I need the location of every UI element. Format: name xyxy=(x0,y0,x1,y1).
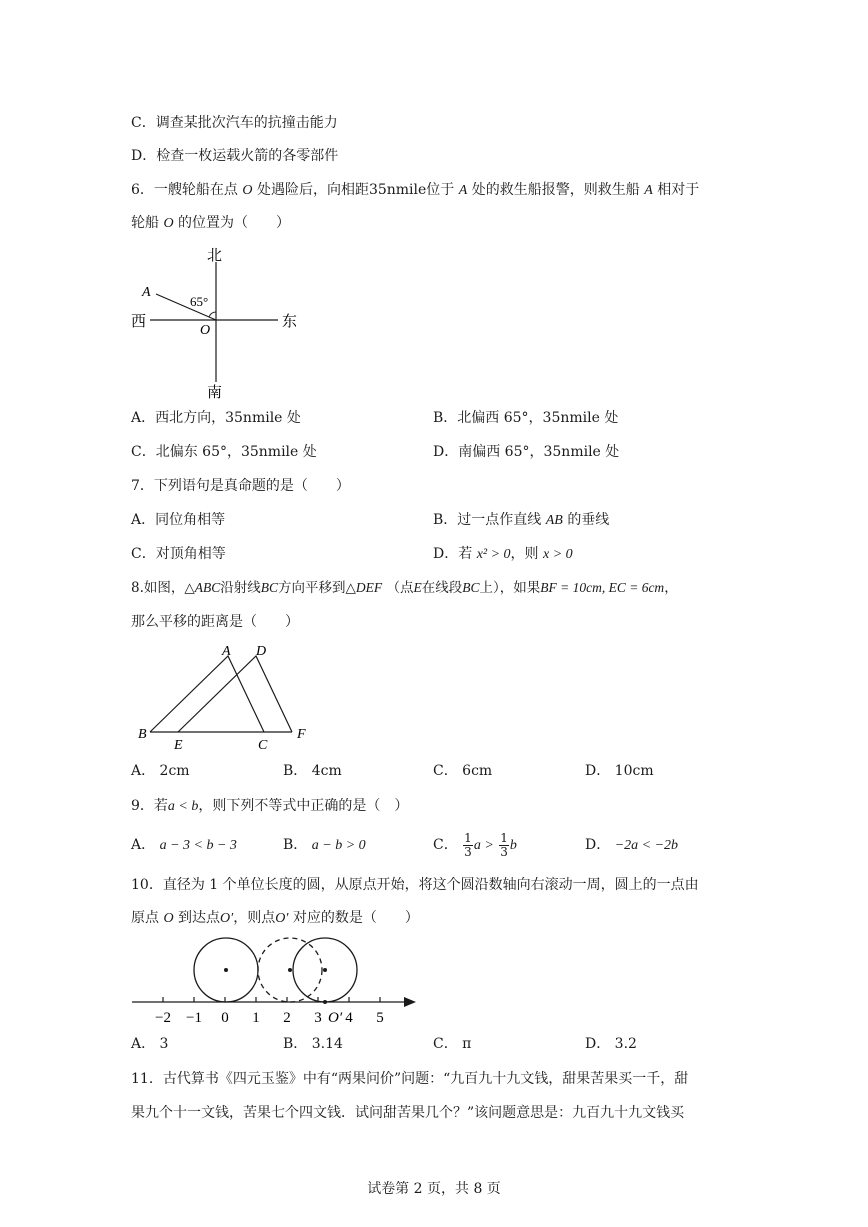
q9-option-c: C． $\frac{1}{3}$ a > $\frac{1}{3}$ b xyxy=(433,830,517,859)
q10-option-a: A． 3 xyxy=(131,1036,169,1052)
page-footer: 试卷第 2 页，共 8 页 xyxy=(367,1181,501,1197)
q9-option-b: B． a − b > 0 xyxy=(283,837,366,853)
q11-stem-line2: 果九个十一文钱，苦果七个四文钱．试问甜苦果几个？”该问题意思是：九百九十九文钱买 xyxy=(131,1105,685,1121)
q9-option-a: A． a − 3 < b − 3 xyxy=(131,837,237,853)
west-label: 西 xyxy=(131,314,147,330)
fraction-one-third: $\frac{1}{3}$ xyxy=(500,830,508,859)
point-c: C xyxy=(258,738,268,753)
q10-option-d: D． 3.2 xyxy=(585,1036,637,1052)
fraction-one-third: $\frac{1}{3}$ xyxy=(464,830,472,859)
q6-compass-figure xyxy=(128,240,308,400)
q7-option-a: A．同位角相等 xyxy=(131,512,226,528)
q6-stem-line2: 轮船 O 的位置为（ ） xyxy=(131,215,291,231)
south-label: 南 xyxy=(207,385,223,400)
o-prime-label: O′ xyxy=(328,1010,343,1026)
q7-option-d: D．若 x² > 0，则 x > 0 xyxy=(433,546,573,562)
q5-option-d: D．检查一枚运载火箭的各零部件 xyxy=(131,148,339,164)
q5-option-c: C．调查某批次汽车的抗撞击能力 xyxy=(131,115,338,131)
q7-stem: 7．下列语句是真命题的是（ ） xyxy=(131,478,350,494)
q8-stem: 8.如图，△ABC沿射线BC方向平移到△DEF （点E在线段BC上），如果BF = 10cm, EC = 6cm， xyxy=(131,580,678,596)
point-f: F xyxy=(297,727,306,742)
axis-tick-label: 3 xyxy=(314,1010,322,1026)
axis-tick-label: 5 xyxy=(376,1010,384,1026)
q8-option-b: B． 4cm xyxy=(283,763,342,779)
q6-option-a: A．西北方向，35nmile 处 xyxy=(131,410,301,426)
point-o-label: O xyxy=(200,323,211,338)
q8-triangle-figure xyxy=(130,638,320,756)
point-e: E xyxy=(174,738,183,753)
q9-option-d: D． −2a < −2b xyxy=(585,837,679,853)
q8-option-a: A． 2cm xyxy=(131,763,190,779)
q6-option-c: C．北偏东 65°，35nmile 处 xyxy=(131,444,317,460)
axis-tick-label: 1 xyxy=(252,1010,260,1026)
point-a-label: A xyxy=(142,285,151,300)
axis-tick-label: −1 xyxy=(186,1010,202,1026)
axis-tick-label: 4 xyxy=(345,1010,353,1026)
q10-stem-line2: 原点 O 到达点O′，则点O′ 对应的数是（ ） xyxy=(131,910,419,926)
q8-stem-line2: 那么平移的距离是（ ） xyxy=(131,614,299,630)
q8-option-c: C． 6cm xyxy=(433,763,493,779)
point-b: B xyxy=(138,727,147,742)
point-a: A xyxy=(222,644,231,659)
axis-arrow-icon xyxy=(404,997,416,1007)
q8-option-d: D． 10cm xyxy=(585,763,654,779)
q11-stem: 11．古代算书《四元玉鉴》中有“两果问价”问题：“九百九十九文钱，甜果苦果买一千，甜 xyxy=(131,1071,689,1087)
axis-tick-label: 2 xyxy=(283,1010,291,1026)
angle-label: 65° xyxy=(190,294,209,309)
q9-stem: 9．若a < b，则下列不等式中正确的是（ ） xyxy=(131,798,409,814)
q10-option-b: B． 3.14 xyxy=(283,1036,343,1052)
q7-option-c: C．对顶角相等 xyxy=(131,546,226,562)
axis-tick-label: −2 xyxy=(155,1010,171,1026)
north-label: 北 xyxy=(207,248,223,264)
point-d: D xyxy=(256,644,267,659)
q6-option-d: D．南偏西 65°，35nmile 处 xyxy=(433,444,620,460)
q10-number-line-figure xyxy=(128,936,423,1028)
q7-option-b: B．过一点作直线 AB 的垂线 xyxy=(433,512,610,528)
axis-tick-label: 0 xyxy=(221,1010,229,1026)
q6-stem: 6．一艘轮船在点 O 处遇险后，向相距35nmile位于 A 处的救生船报警，则救生船 A 相对于 xyxy=(131,182,700,198)
q10-option-c: C． π xyxy=(433,1036,472,1052)
q6-option-b: B．北偏西 65°，35nmile 处 xyxy=(433,410,619,426)
east-label: 东 xyxy=(282,314,298,330)
q10-stem: 10．直径为 1 个单位长度的圆，从原点开始，将这个圆沿数轴向右滚动一周，圆上的一点由 xyxy=(131,877,699,893)
